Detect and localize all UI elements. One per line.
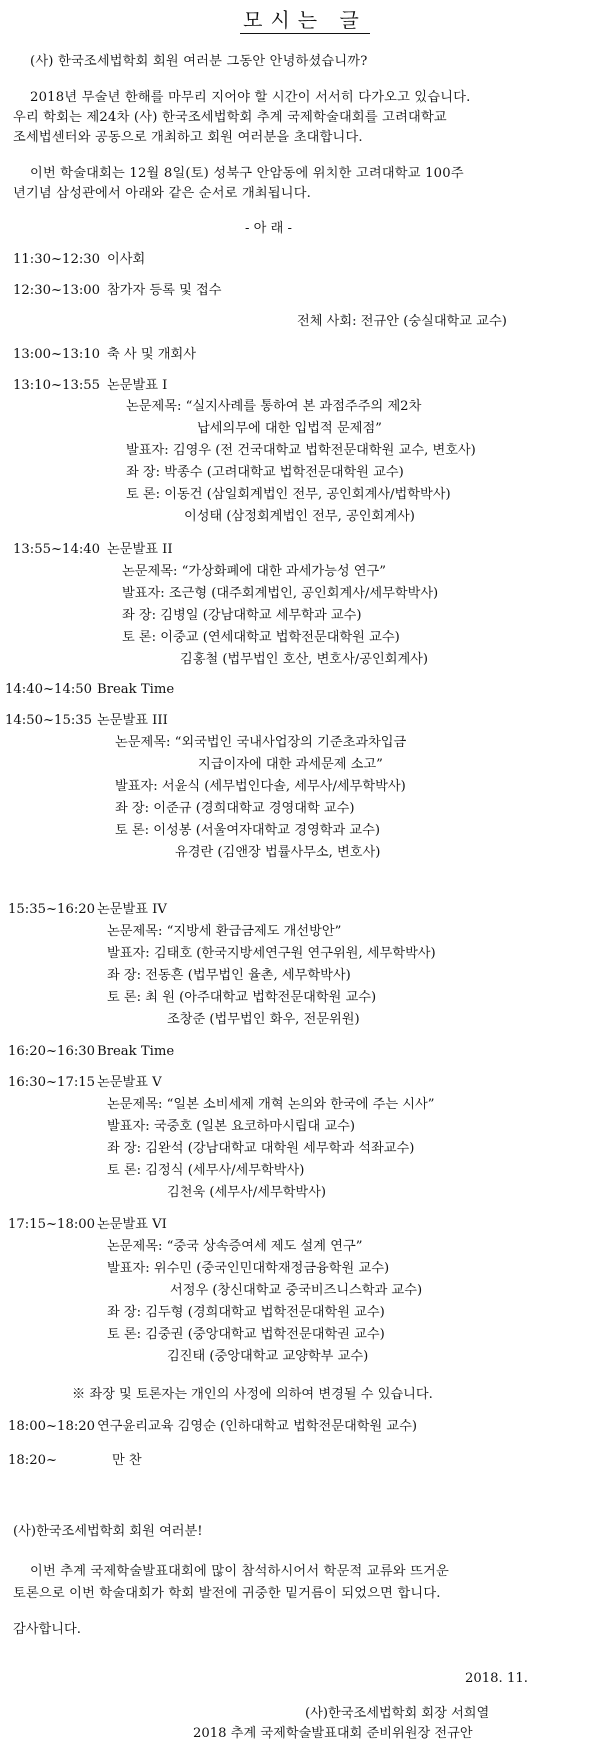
schedule-time: 13:10~13:55 — [13, 378, 101, 393]
session-label: 논문발표 VI — [97, 1217, 167, 1232]
discussant: 김진태 (중앙대학교 교양학부 교수) — [167, 1349, 369, 1364]
presenter: 발표자: 김영우 (전 건국대학교 법학전문대학원 교수, 변호사) — [126, 443, 476, 458]
discussant: 김홍철 (법무법인 호산, 변호사/공인회계사) — [180, 652, 429, 667]
paper-title-cont: 지급이자에 대한 과세문제 소고” — [198, 757, 383, 772]
paper-title: 논문제목: “일본 소비세제 개혁 논의와 한국에 주는 시사” — [107, 1097, 435, 1112]
presenter: 발표자: 국중호 (일본 요코하마시립대 교수) — [107, 1119, 356, 1134]
closing-body-1: 이번 추계 국제학술발표대회에 많이 참석하시어서 학문적 교류와 뜨거운 — [30, 1564, 449, 1579]
discussant: 이성태 (삼정회계법인 전무, 공인회계사) — [184, 509, 415, 524]
closing-salutation: (사)한국조세법학회 회원 여러분! — [13, 1524, 203, 1539]
discussant: 토 론: 이중교 (연세대학교 법학전문대학원 교수) — [122, 630, 400, 645]
presenter: 발표자: 김태호 (한국지방세연구원 연구위원, 세무학박사) — [107, 946, 436, 961]
discussant: 조창준 (법무법인 화우, 전문위원) — [167, 1012, 360, 1027]
paper-title: 논문제목: “지방세 환급금제도 개선방안” — [107, 924, 342, 939]
discussant: 토 론: 김정식 (세무사/세무학박사) — [107, 1163, 305, 1178]
session-label: 논문발표 V — [97, 1075, 162, 1090]
schedule-time: 16:20~16:30 — [8, 1044, 96, 1059]
paper-title: 논문제목: “가상화폐에 대한 과세가능성 연구” — [122, 564, 386, 579]
change-notice: ※ 좌장 및 토론자는 개인의 사정에 의하여 변경될 수 있습니다. — [72, 1387, 433, 1402]
chair: 좌 장: 김완석 (강남대학교 대학원 세무학과 석좌교수) — [107, 1141, 415, 1156]
venue-line-1: 이번 학술대회는 12월 8일(토) 성북구 안암동에 위치한 고려대학교 100주 — [30, 166, 464, 181]
schedule-item: 이사회 — [107, 252, 146, 267]
schedule-time: 18:00~18:20 — [8, 1419, 96, 1434]
session-label: 논문발표 IV — [97, 902, 167, 917]
discussant: 토 론: 이성봉 (서울여자대학교 경영학과 교수) — [115, 823, 380, 838]
discussant: 토 론: 이동건 (삼일회계법인 전무, 공인회계사/법학박사) — [126, 487, 451, 502]
schedule-time: 16:30~17:15 — [8, 1075, 96, 1090]
paper-title-cont: 납세의무에 대한 입법적 문제점” — [197, 421, 382, 436]
intro-line-1: 2018년 무술년 한해를 마무리 지어야 할 시간이 서서히 다가오고 있습니다. — [30, 90, 471, 105]
schedule-item: 축 사 및 개회사 — [107, 347, 197, 362]
presenter: 발표자: 위수민 (중국인민대학재정금융학원 교수) — [107, 1261, 390, 1276]
presenter: 발표자: 조근형 (대주회계법인, 공인회계사/세무학박사) — [122, 586, 439, 601]
discussant: 토 론: 최 원 (아주대학교 법학전문대학원 교수) — [107, 990, 377, 1005]
master-of-ceremonies: 전체 사회: 전규안 (숭실대학교 교수) — [297, 314, 507, 329]
intro-line-3: 조세법센터와 공동으로 개최하고 회원 여러분을 초대합니다. — [13, 130, 363, 145]
chair: 좌 장: 김병일 (강남대학교 세무학과 교수) — [122, 608, 362, 623]
schedule-item: 만 찬 — [112, 1453, 142, 1468]
discussant: 토 론: 김중권 (중앙대학교 법학전문대학권 교수) — [107, 1327, 385, 1342]
schedule-time: 11:30~12:30 — [13, 252, 101, 267]
schedule-time: 14:40~14:50 — [5, 682, 93, 697]
section-label: - 아 래 - — [245, 221, 292, 236]
paper-title: 논문제목: “중국 상속증여세 제도 설계 연구” — [107, 1239, 363, 1254]
schedule-time: 18:20~ — [8, 1453, 58, 1468]
chair: 좌 장: 김두형 (경희대학교 법학전문대학원 교수) — [107, 1305, 385, 1320]
intro-line-2: 우리 학회는 제24차 (사) 한국조세법학회 추계 국제학술대회를 고려대학교 — [13, 110, 447, 125]
schedule-item: Break Time — [97, 682, 175, 697]
chair: 좌 장: 이준규 (경희대학교 경영대학 교수) — [115, 801, 355, 816]
presenter: 서정우 (창신대학교 중국비즈니스학과 교수) — [170, 1283, 423, 1298]
venue-line-2: 년기념 삼성관에서 아래와 같은 순서로 개최됩니다. — [13, 186, 312, 201]
discussant: 김천욱 (세무사/세무학박사) — [167, 1185, 327, 1200]
chair: 좌 장: 전동흔 (법무법인 율촌, 세무학박사) — [107, 968, 351, 983]
discussant: 유경란 (김앤장 법률사무소, 변호사) — [175, 845, 381, 860]
schedule-time: 17:15~18:00 — [8, 1217, 96, 1232]
signer-president: (사)한국조세법학회 회장 서희열 — [305, 1706, 490, 1721]
schedule-time: 15:35~16:20 — [8, 902, 96, 917]
paper-title: 논문제목: “실지사례를 통하여 본 과점주주의 제2차 — [126, 399, 422, 414]
schedule-item: 참가자 등록 및 접수 — [107, 283, 222, 298]
session-label: 논문발표 III — [97, 713, 168, 728]
letter-date: 2018. 11. — [465, 1671, 528, 1686]
schedule-item: Break Time — [97, 1044, 175, 1059]
schedule-time: 13:00~13:10 — [13, 347, 101, 362]
page-title: 모시는 글 — [240, 10, 370, 34]
greeting-line: (사) 한국조세법학회 회원 여러분 그동안 안녕하셨습니까? — [30, 54, 368, 69]
schedule-item: 연구윤리교육 김영순 (인하대학교 법학전문대학원 교수) — [97, 1419, 418, 1434]
paper-title: 논문제목: “외국법인 국내사업장의 기준초과차입금 — [115, 735, 407, 750]
session-label: 논문발표 I — [107, 378, 168, 393]
schedule-time: 13:55~14:40 — [13, 542, 101, 557]
chair: 좌 장: 박종수 (고려대학교 법학전문대학원 교수) — [126, 465, 404, 480]
schedule-time: 12:30~13:00 — [13, 283, 101, 298]
signer-committee-chair: 2018 추계 국제학술발표대회 준비위원장 전규안 — [193, 1726, 473, 1741]
session-label: 논문발표 II — [107, 542, 173, 557]
presenter: 발표자: 서윤식 (세무법인다솔, 세무사/세무학박사) — [115, 779, 406, 794]
closing-thanks: 감사합니다. — [13, 1622, 81, 1637]
schedule-time: 14:50~15:35 — [5, 713, 93, 728]
closing-body-2: 토론으로 이번 학술대회가 학회 발전에 귀중한 밑거름이 되었으면 합니다. — [13, 1586, 441, 1601]
